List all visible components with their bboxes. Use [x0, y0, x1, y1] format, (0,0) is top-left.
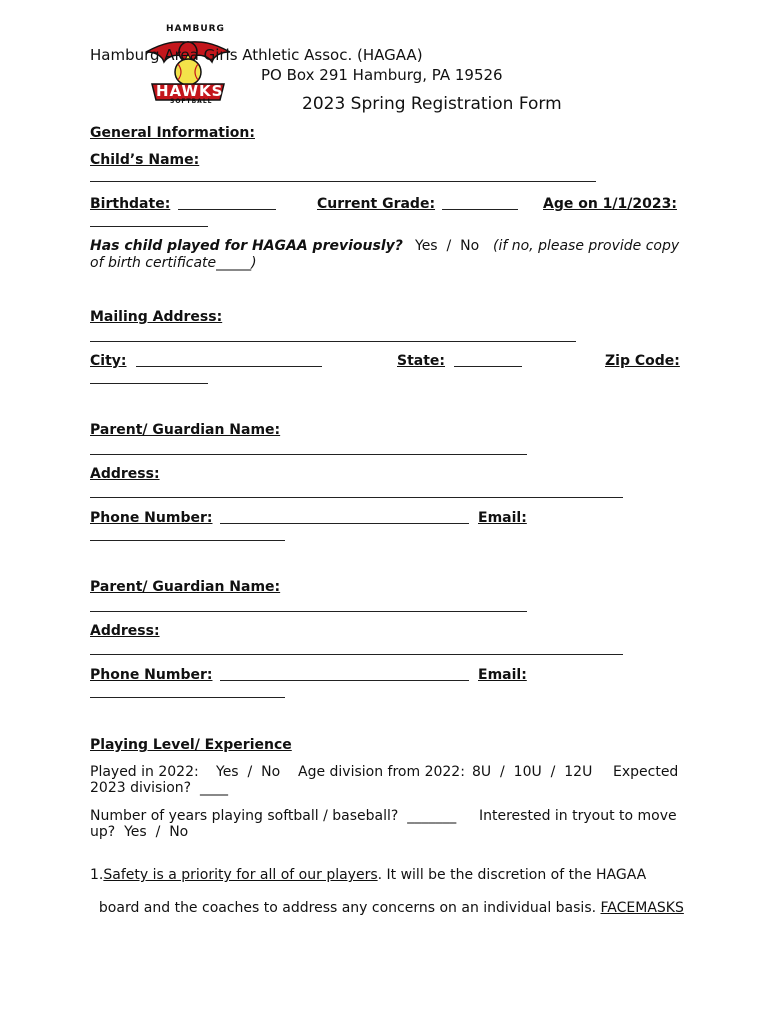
previous-options[interactable]: Yes / No — [415, 238, 480, 254]
safety-line1 — [90, 867, 646, 883]
expected-line1: Expected — [613, 764, 679, 780]
grade-line[interactable] — [442, 209, 518, 210]
age-line[interactable] — [90, 226, 208, 227]
guardian2-email-line[interactable] — [90, 697, 285, 698]
safety-number: 1. — [90, 867, 104, 883]
guardian1-address-line[interactable] — [90, 497, 623, 498]
zip-label: Zip Code: — [605, 353, 680, 369]
zip-line[interactable] — [90, 383, 208, 384]
previous-note-line1: (if no, please provide copy — [493, 238, 680, 254]
form-title: 2023 Spring Registration Form — [302, 94, 562, 114]
city-label: City: — [90, 353, 127, 369]
played-label: Played in 2022: — [90, 764, 199, 780]
org-name: Hamburg Area Girls Athletic Assoc. (HAGAA) — [90, 46, 423, 64]
guardian1-email-label: Email: — [478, 510, 527, 526]
guardian2-email-label: Email: — [478, 667, 527, 683]
guardian1-name-line[interactable] — [90, 454, 527, 455]
logo-sub-text: SOFTBALL — [170, 98, 213, 105]
org-address: PO Box 291 Hamburg, PA 19526 — [261, 66, 503, 84]
state-label: State: — [397, 353, 446, 369]
tryout-line1: Interested in tryout to move — [479, 808, 677, 824]
tryout-line2[interactable]: up? Yes / No — [90, 824, 189, 840]
guardian2-phone-label: Phone Number: — [90, 667, 213, 683]
expected-line2[interactable]: 2023 division? ____ — [90, 780, 228, 796]
playing-heading: Playing Level/ Experience — [90, 737, 292, 753]
logo-top-text: HAMBURG — [166, 24, 225, 34]
guardian1-phone-label: Phone Number: — [90, 510, 213, 526]
mailing-line[interactable] — [90, 341, 576, 342]
state-line[interactable] — [454, 366, 522, 367]
hawks-logo — [138, 22, 238, 106]
facemasks-text: FACEMASKS — [600, 900, 684, 916]
safety-line2-text: board and the coaches to address any concerns on an individual basis. — [98, 900, 601, 916]
age-division-label: Age division from 2022: — [298, 764, 465, 780]
safety-line2 — [90, 884, 684, 916]
grade-label: Current Grade: — [317, 196, 436, 212]
safety-underlined: Safety is a priority for all of our players — [103, 867, 378, 883]
birthdate-label: Birthdate: — [90, 196, 171, 212]
guardian1-name-label: Parent/ Guardian Name: — [90, 422, 281, 438]
guardian1-address-label: Address: — [90, 466, 160, 482]
guardian2-address-line[interactable] — [90, 654, 623, 655]
previous-question: Has child played for HAGAA previously? — [90, 238, 403, 254]
guardian2-name-label: Parent/ Guardian Name: — [90, 579, 281, 595]
guardian2-address-label: Address: — [90, 623, 160, 639]
age-label: Age on 1/1/2023: — [543, 196, 677, 212]
guardian2-phone-line[interactable] — [220, 680, 469, 681]
city-line[interactable] — [136, 366, 322, 367]
guardian1-email-line[interactable] — [90, 540, 285, 541]
guardian2-name-line[interactable] — [90, 611, 527, 612]
child-name-line[interactable] — [90, 181, 596, 182]
child-name-label: Child’s Name: — [90, 152, 200, 168]
general-heading: General Information: — [90, 125, 255, 141]
played-options[interactable]: Yes / No — [216, 764, 281, 780]
birthdate-line[interactable] — [178, 209, 276, 210]
safety-rest: . It will be the discretion of the HAGAA — [377, 867, 647, 883]
previous-note-line2: of birth certificate_____) — [90, 255, 257, 271]
age-division-options[interactable]: 8U / 10U / 12U — [472, 764, 593, 780]
years-playing[interactable]: Number of years playing softball / baseball? _______ — [90, 808, 457, 824]
mailing-heading: Mailing Address: — [90, 309, 223, 325]
guardian1-phone-line[interactable] — [220, 523, 469, 524]
logo-team-text: HAWKS — [156, 82, 224, 100]
